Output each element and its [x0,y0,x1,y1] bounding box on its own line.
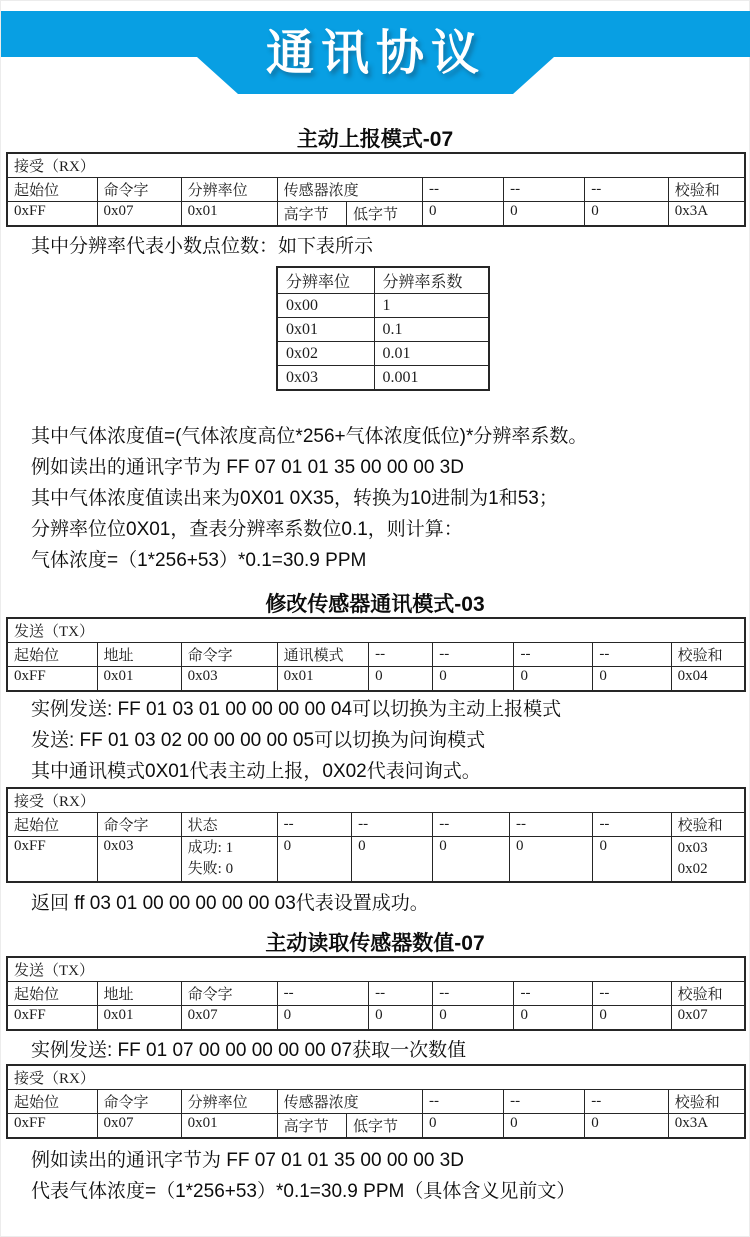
table-value-row [7,1114,745,1139]
header-cell: -- [277,813,352,837]
value-cell: 0 [593,1006,671,1031]
checksum-line: 0x03 [677,840,708,856]
table-row [277,318,489,342]
header-cell: 传感器浓度 [277,1090,422,1114]
text-line: 例如读出的通讯字节为 FF 07 01 01 35 00 00 00 3D [31,457,464,478]
table-caption-row [7,957,745,982]
header-cell: 校验和 [671,982,745,1006]
header-cell: -- [422,178,503,202]
text-line: 发送: FF 01 03 02 00 00 00 00 05可以切换为问询模式 [31,730,486,751]
checksum-line: 0x02 [677,861,708,877]
header-cell: -- [514,643,593,667]
table-caption: 接受（RX） [7,1065,745,1090]
value-cell: 0.01 [374,342,489,366]
header-cell: -- [585,178,668,202]
text-line: 代表气体浓度=（1*256+53）*0.1=30.9 PPM（具体含义见前文） [31,1181,576,1202]
resolution-table [276,266,490,391]
header-cell: -- [593,813,671,837]
header-cell: -- [504,178,585,202]
example-paragraph [31,694,749,787]
header-cell: 起始位 [7,982,97,1006]
value-cell: 0xFF [7,202,97,227]
table-header-row [7,982,745,1006]
table-header-row [7,813,745,837]
value-cell: 低字节 [346,1114,422,1139]
text-line: 例如读出的通讯字节为 FF 07 01 01 35 00 00 00 3D [31,1150,464,1171]
header-cell: -- [504,1090,585,1114]
value-cell: 0.1 [374,318,489,342]
table-caption: 接受（RX） [7,153,745,178]
table-value-row [7,667,745,692]
header-cell: -- [585,1090,668,1114]
table-caption-row [7,618,745,643]
header-cell: -- [433,643,514,667]
value-cell: 0 [514,667,593,692]
header-cell: 分辨率位 [181,1090,277,1114]
value-cell: 0x02 [277,342,374,366]
header-cell: -- [277,982,369,1006]
table-caption-row [7,788,745,813]
header-cell: 地址 [97,982,181,1006]
header-cell: 状态 [181,813,277,837]
header-cell: 命令字 [181,982,277,1006]
header-cell: 传感器浓度 [277,178,422,202]
value-cell: 1 [374,294,489,318]
result-note: 返回 ff 03 01 00 00 00 00 00 03代表设置成功。 [31,893,429,914]
table-header-row [7,643,745,667]
header-cell: 分辨率位 [181,178,277,202]
resolution-note: 其中分辨率代表小数点位数：如下表所示 [31,236,374,257]
value-cell: 0.001 [374,366,489,391]
table-caption-row [7,1065,745,1090]
header-cell: 校验和 [671,643,745,667]
value-cell: 0 [277,837,352,883]
table-row [277,366,489,391]
table-caption-row [7,153,745,178]
value-cell: 0 [510,837,593,883]
value-cell: 0 [369,1006,433,1031]
status-success: 成功: 1 [187,840,234,856]
value-cell: 0x04 [671,667,745,692]
value-cell: 高字节 [277,202,346,227]
value-cell: 0x3A [668,202,745,227]
text-line: 气体浓度=（1*256+53）*0.1=30.9 PPM [31,550,367,571]
header-cell: -- [422,1090,503,1114]
value-cell: 0x01 [277,667,369,692]
status-cell [181,837,277,883]
section-title-read-value: 主动读取传感器数值-07 [265,932,485,955]
value-cell: 0x01 [181,1114,277,1139]
header-cell: 校验和 [668,1090,745,1114]
value-cell: 0xFF [7,1114,97,1139]
send-example-note: 实例发送: FF 01 07 00 00 00 00 00 07获取一次数值 [31,1040,467,1061]
checksum-cell [671,837,745,883]
value-cell: 0x01 [97,667,181,692]
text-line: 其中通讯模式0X01代表主动上报，0X02代表问询式。 [31,761,481,782]
value-cell: 0xFF [7,1006,97,1031]
table-caption: 发送（TX） [7,618,745,643]
header-cell: 起始位 [7,813,97,837]
header-cell: 命令字 [181,643,277,667]
value-cell: 0 [352,837,433,883]
table-header-row [7,1090,745,1114]
value-cell: 0x07 [97,1114,181,1139]
closing-paragraph [31,1145,749,1207]
value-cell: 0x01 [181,202,277,227]
tx-table-change-mode [6,617,746,692]
value-cell: 0 [514,1006,593,1031]
value-cell: 0x01 [97,1006,181,1031]
value-cell: 0xFF [7,667,97,692]
table-value-row [7,1006,745,1031]
explanation-paragraph [31,421,749,576]
header-cell: 分辨率位 [277,267,374,294]
tx-table-read-value [6,956,746,1031]
rx-table-report-mode [6,152,746,227]
value-cell: 0 [277,1006,369,1031]
header-cell: 分辨率系数 [374,267,489,294]
header-cell: 地址 [97,643,181,667]
value-cell: 0x07 [97,202,181,227]
header-cell: 校验和 [671,813,745,837]
section-title-report-mode: 主动上报模式-07 [296,128,454,151]
header-cell: -- [369,982,433,1006]
rx-table-change-mode [6,787,746,883]
header-cell: -- [433,982,514,1006]
value-cell: 0x00 [277,294,374,318]
value-cell: 0 [585,1114,668,1139]
page-title: 通讯协议 [265,27,486,80]
value-cell: 0 [422,202,503,227]
header-cell: -- [593,982,671,1006]
header-cell: 命令字 [97,178,181,202]
header-cell: 起始位 [7,643,97,667]
value-cell: 0 [422,1114,503,1139]
value-cell: 0 [504,1114,585,1139]
header-cell: 命令字 [97,813,181,837]
rx-table-read-value [6,1064,746,1139]
value-cell: 低字节 [346,202,422,227]
status-fail: 失败: 0 [187,861,234,877]
header-cell: -- [433,813,510,837]
value-cell: 0x01 [277,318,374,342]
header-cell: -- [510,813,593,837]
value-cell: 0x07 [181,1006,277,1031]
text-line: 其中气体浓度值=(气体浓度高位*256+气体浓度低位)*分辨率系数。 [31,426,588,447]
value-cell: 0 [504,202,585,227]
header-cell: -- [352,813,433,837]
text-line: 其中气体浓度值读出来为0X01 0X35，转换为10进制为1和53； [31,488,558,509]
table-caption: 接受（RX） [7,788,745,813]
value-cell: 高字节 [277,1114,346,1139]
header-cell: 起始位 [7,1090,97,1114]
table-value-row [7,837,745,883]
value-cell: 0 [593,837,671,883]
value-cell: 0x3A [668,1114,745,1139]
header-banner [1,1,750,94]
table-caption: 发送（TX） [7,957,745,982]
value-cell: 0xFF [7,837,97,883]
value-cell: 0 [433,667,514,692]
table-row [277,342,489,366]
table-row [277,294,489,318]
header-cell: -- [514,982,593,1006]
header-cell: -- [593,643,671,667]
header-cell: 命令字 [97,1090,181,1114]
text-line: 实例发送: FF 01 03 01 00 00 00 00 04可以切换为主动上报模式 [31,699,562,720]
value-cell: 0x03 [277,366,374,391]
header-cell: 校验和 [668,178,745,202]
text-line: 分辨率位位0X01，查表分辨率系数位0.1，则计算： [31,519,463,540]
table-header-row [277,267,489,294]
value-cell: 0 [433,837,510,883]
value-cell: 0x03 [97,837,181,883]
value-cell: 0x03 [181,667,277,692]
header-cell: -- [369,643,433,667]
table-header-row [7,178,745,202]
header-cell: 起始位 [7,178,97,202]
value-cell: 0 [433,1006,514,1031]
value-cell: 0 [585,202,668,227]
value-cell: 0 [593,667,671,692]
section-title-change-mode: 修改传感器通讯模式-03 [265,593,485,616]
table-value-row [7,202,745,227]
value-cell: 0 [369,667,433,692]
value-cell: 0x07 [671,1006,745,1031]
header-cell: 通讯模式 [277,643,369,667]
